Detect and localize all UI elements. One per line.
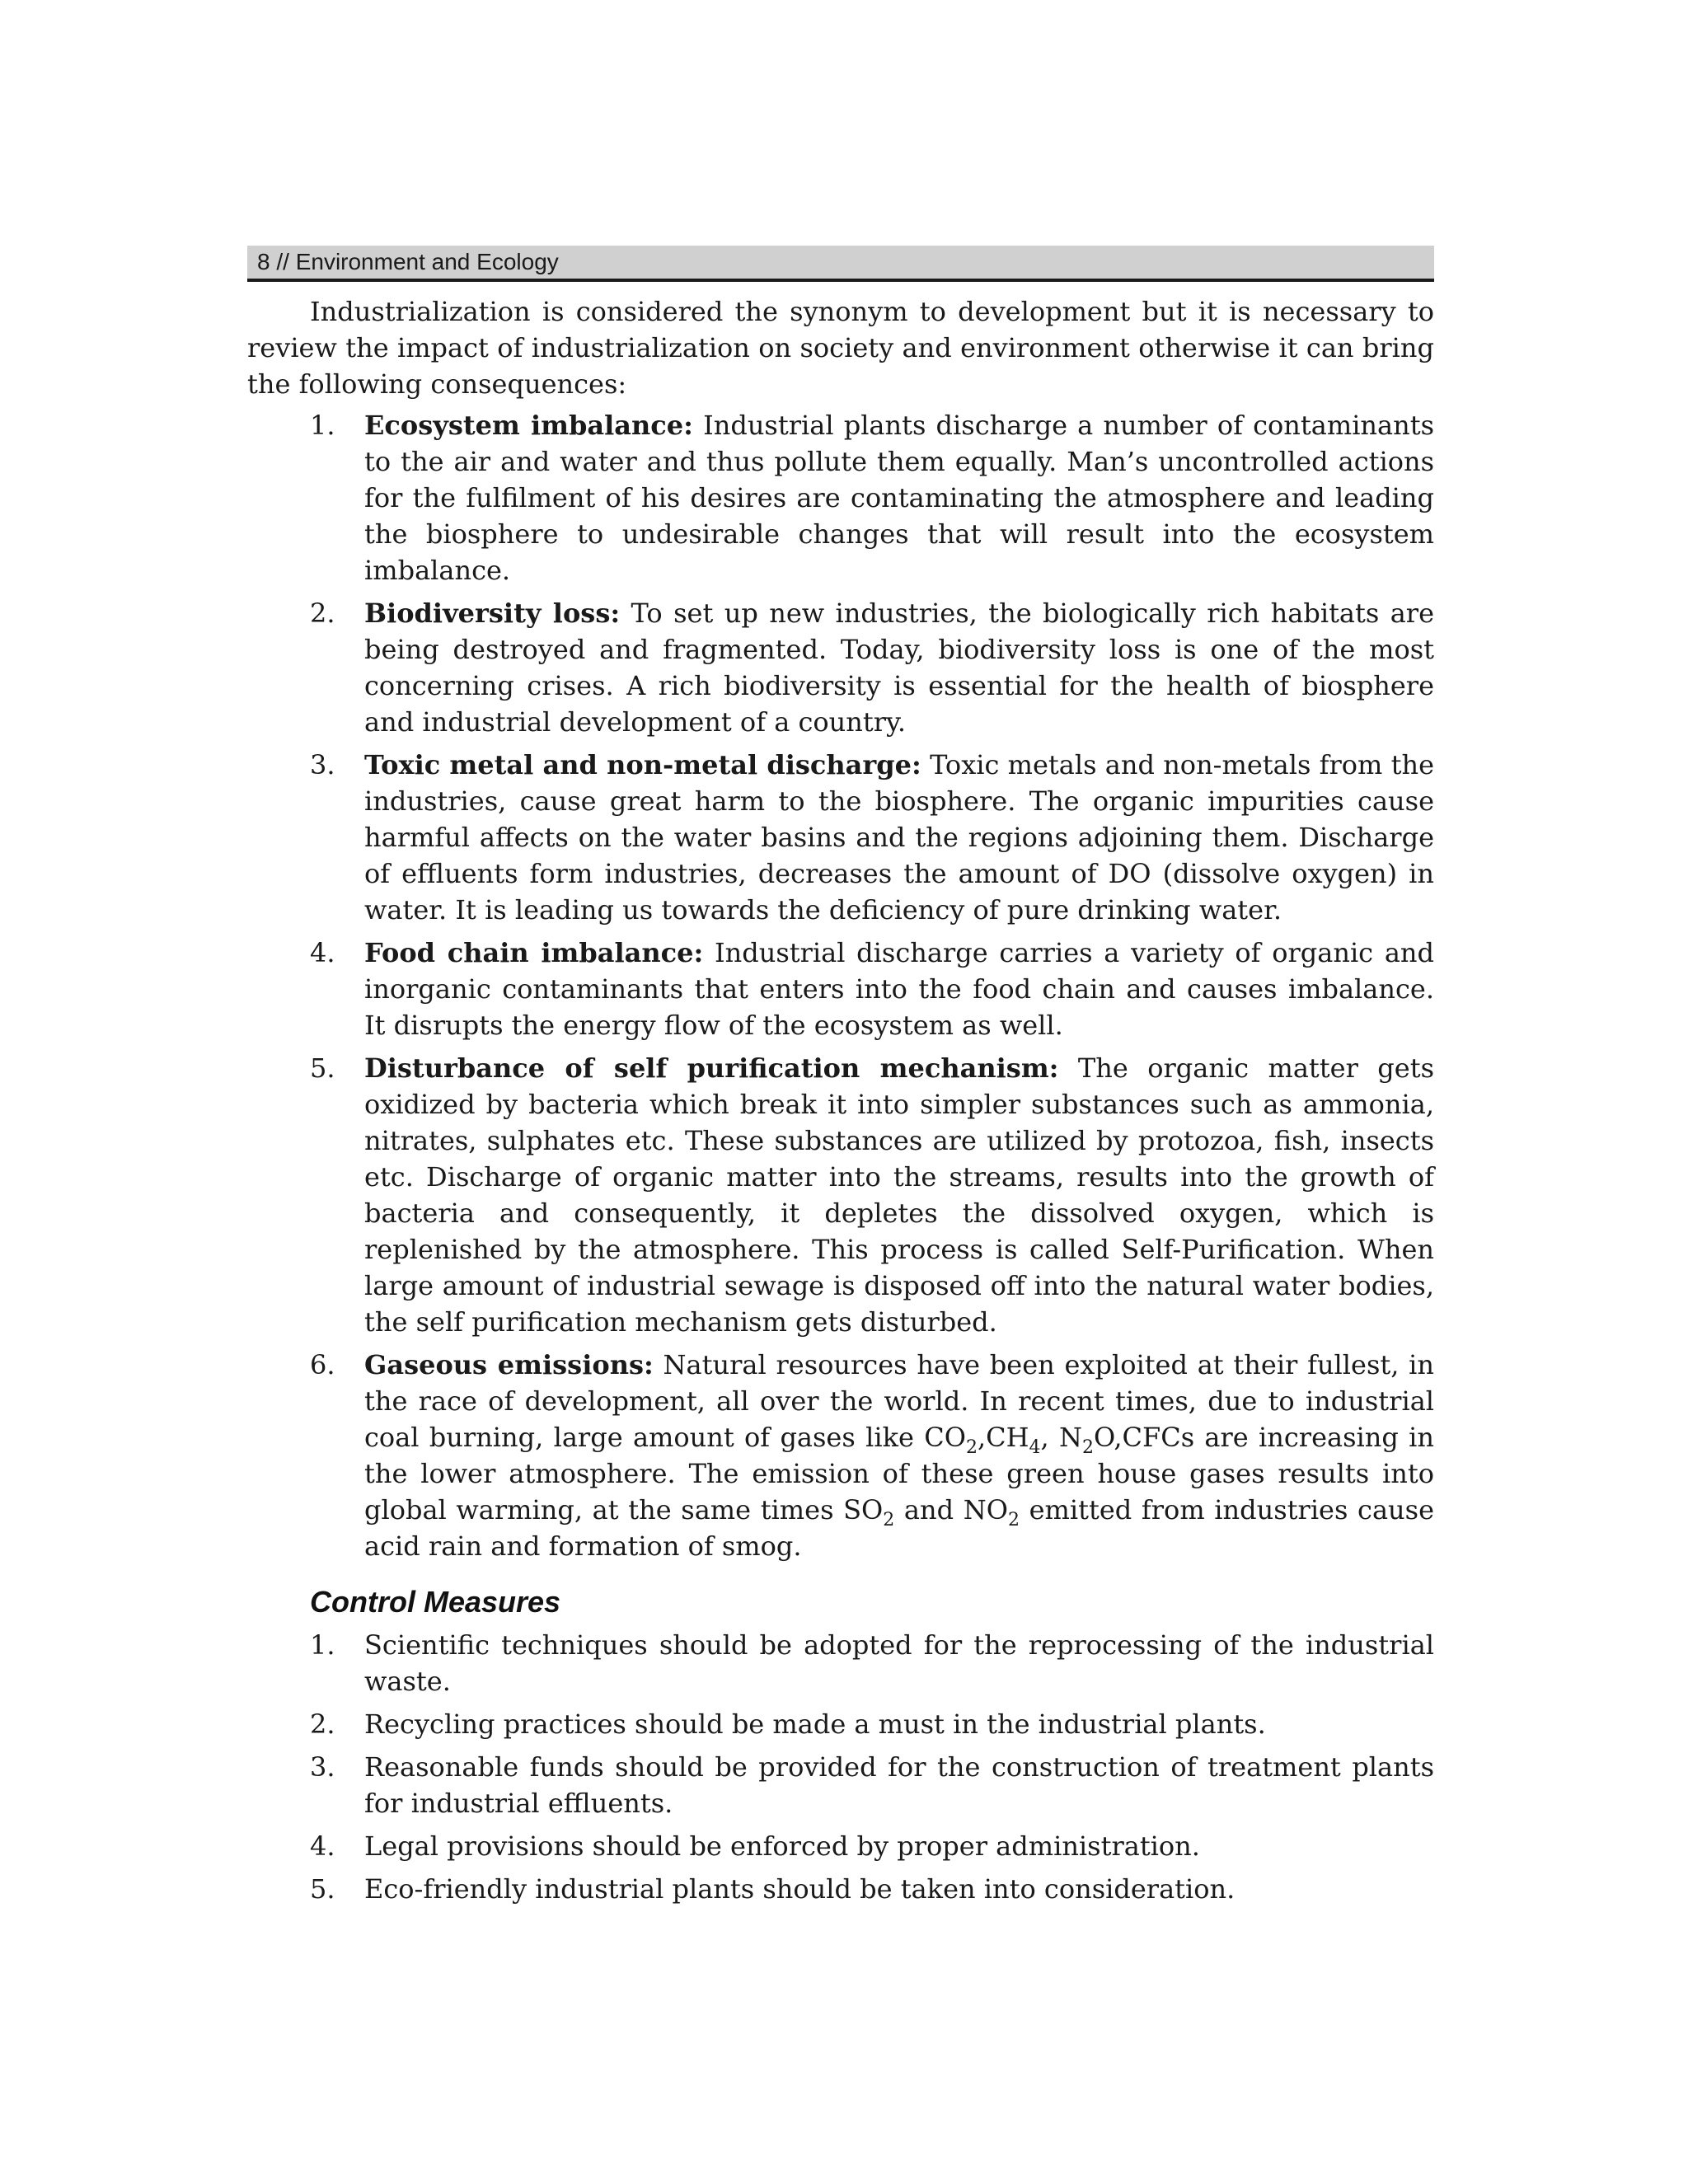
text-segment: , N xyxy=(1040,1422,1082,1453)
list-item xyxy=(247,407,1434,588)
intro-paragraph: Industrialization is considered the synonym to development but it is necessary to review the impact of industrialization on society and environment otherwise it can bring the following consequences: xyxy=(247,296,1434,400)
list-item-number: 1. xyxy=(310,410,335,441)
list-item xyxy=(247,935,1434,1043)
list-item xyxy=(247,1706,1434,1742)
list-item-text: Toxic metals and non-metals from the industries, cause great harm to the biosphere. The organic impurities cause harmful affects on the water basins and the regions adjoining them. Discharge of effluents form industries, decreases the amount of DO (dissolve oxygen) in water. It is leading us towards the deficiency of pure drinking water. xyxy=(364,749,1435,926)
list-item-text: Scientific techniques should be adopted for the reprocessing of the industrial waste. xyxy=(364,1629,1434,1697)
list-item-number: 2. xyxy=(310,1708,335,1740)
control-measures-list xyxy=(247,1627,1434,1907)
list-item-term: Food chain imbalance: xyxy=(364,937,704,968)
subscript: 2 xyxy=(1007,1510,1020,1530)
list-item-text: Reasonable funds should be provided for the construction of treatment plants for industrial effluents. xyxy=(364,1751,1434,1819)
list-item-text: The organic matter gets oxidized by bacteria which break it into simpler substances such as ammonia, nitrates, sulphates etc. These substances are utilized by protozoa, fish, insects etc. Discharge of organic matter into the streams, results into the growth of bacteria and consequently, it depletes the dissolved oxygen, which is replenished by the atmosphere. This process is called Self-Purification. When large amount of industrial sewage is disposed off into the natural water bodies, the self purification mechanism gets disturbed. xyxy=(364,1052,1434,1338)
list-item-number: 6. xyxy=(310,1349,335,1380)
list-item-text: Recycling practices should be made a must in the industrial plants. xyxy=(364,1708,1266,1740)
text-segment: ,CH xyxy=(977,1422,1029,1453)
list-item xyxy=(247,747,1434,928)
list-item-text: Industrial discharge carries a variety of organic and inorganic contaminants that enters into the food chain and causes imbalance. It disrupts the energy flow of the ecosystem as well. xyxy=(364,937,1435,1041)
list-item-number: 3. xyxy=(310,1751,335,1783)
list-item-number: 4. xyxy=(310,1830,335,1862)
list-item xyxy=(247,595,1434,740)
list-item-number: 5. xyxy=(310,1052,335,1084)
text-segment: and NO xyxy=(894,1494,1008,1526)
list-item-term: Gaseous emissions: xyxy=(364,1349,654,1380)
list-item xyxy=(247,1050,1434,1340)
consequences-list xyxy=(247,407,1434,1564)
text-segment: Natural resources have been exploited at their fullest, in the race of development, all over the world. In recent times, due to industrial coal burning, large amount of gases like CO xyxy=(364,1349,1435,1453)
list-item-text: To set up new industries, the biologically rich habitats are being destroyed and fragmented. Today, biodiversity loss is one of the most concerning crises. A rich biodiversity is essential for the health of biosphere and industrial development of a country. xyxy=(364,598,1435,738)
list-item-number: 1. xyxy=(310,1629,335,1661)
list-item xyxy=(247,1828,1434,1864)
list-item-number: 5. xyxy=(310,1873,335,1905)
list-item xyxy=(247,1749,1434,1821)
page xyxy=(247,246,1434,1914)
list-item-number: 2. xyxy=(310,598,335,629)
list-item-text: Eco-friendly industrial plants should be taken into consideration. xyxy=(364,1873,1236,1905)
text-segment: emitted from industries cause acid rain and formation of smog. xyxy=(364,1494,1435,1562)
subscript: 2 xyxy=(883,1510,895,1530)
list-item-text: Industrial plants discharge a number of contaminants to the air and water and thus pollute them equally. Man’s uncontrolled actions for the fulfilment of his desires are contaminating the atmosphere and leading the biosphere to undesirable changes that will result into the ecosystem imbalance. xyxy=(364,410,1435,586)
list-item-gaseous-emissions xyxy=(247,1347,1434,1564)
list-item xyxy=(247,1627,1434,1699)
subscript: 2 xyxy=(965,1437,978,1458)
list-item-term: Biodiversity loss: xyxy=(364,598,621,629)
text-segment: O,CFCs are increasing in the lower atmosphere. The emission of these green house gases results into global warming, at the same times SO xyxy=(364,1422,1435,1526)
list-item-term: Disturbance of self purification mechanism: xyxy=(364,1052,1059,1084)
section-heading: Control Measures xyxy=(310,1585,561,1619)
list-item-number: 3. xyxy=(310,749,335,780)
running-header-title: 8 // Environment and Ecology xyxy=(257,249,559,274)
running-header xyxy=(247,246,1434,282)
list-item-term: Toxic metal and non-metal discharge: xyxy=(364,749,921,780)
list-item-number: 4. xyxy=(310,937,335,968)
subscript: 4 xyxy=(1029,1437,1041,1458)
list-item-term: Ecosystem imbalance: xyxy=(364,410,693,441)
list-item-text: Legal provisions should be enforced by proper administration. xyxy=(364,1830,1200,1862)
list-item xyxy=(247,1871,1434,1907)
subscript: 2 xyxy=(1081,1437,1094,1458)
